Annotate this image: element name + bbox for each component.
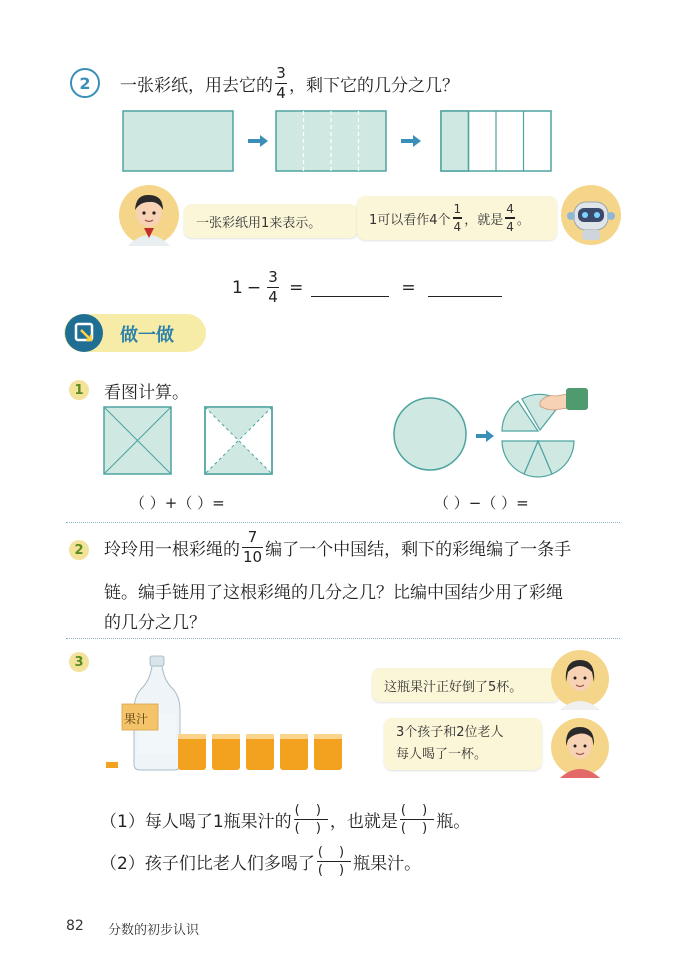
exercise-2-line-2: 链。编手链用了这根彩绳的几分之几？比编中国结少用了彩绳 [104,583,563,603]
question-1-post: 瓶。 [436,812,471,833]
blank-numerator: ( ) [317,845,351,860]
arrow-icon-1 [248,135,268,147]
fraction-numerator: 7 [247,528,258,546]
juice-drop [106,762,118,768]
chapter-title: 分数的初步认识 [108,923,200,938]
equation-equals-1: = [289,277,304,298]
exercise-2-line-1-post: 编了一个中国结，剩下的彩绳编了一条手 [265,540,572,561]
robot-speech-pre: 1可以看作4个 [369,212,451,228]
used-paper-rect [441,111,551,171]
bottle-label: 果汁 [124,712,149,726]
girl-speech-bubble-2 [384,718,542,770]
paper-division-diagram [118,108,558,174]
fraction-numerator: 1 [453,202,462,217]
hand-icon [540,388,588,410]
square-2 [205,407,272,474]
fraction-denominator: 4 [453,219,462,234]
equation [232,270,502,305]
question-2-post: 瓶果汁。 [353,854,422,875]
right-formula: （ ）−（ ）= [434,494,529,512]
fraction-denominator: 4 [268,288,278,307]
fraction-denominator: 4 [276,84,286,103]
fraction-numerator: 3 [276,64,286,82]
example-number-badge: 2 [70,68,100,98]
section-title: 做一做 [120,325,174,346]
girl-speech-bubble-1 [372,668,560,702]
answer-blank-1[interactable] [311,278,389,297]
question-text-pre: 一张彩纸，用去它的 [120,76,273,97]
fraction-denominator: 4 [506,219,514,234]
boy-speech-bubble [184,204,358,238]
question-text-post: ，剩下它的几分之几？ [289,76,459,97]
blank-fraction-3[interactable] [317,846,351,877]
boy-speech-text: 一张彩纸用1来表示。 [196,215,322,231]
exercise-2-badge: 2 [69,540,89,560]
girl-speech-text-2a: 3个孩子和2位老人 [396,725,504,740]
fraction-numerator: 4 [506,202,514,217]
robot-avatar [560,184,622,246]
fraction-bar [294,819,328,820]
exercise-3-question-1 [100,804,470,835]
juice-cup-4 [280,734,308,770]
exercise-3-question-2 [100,846,421,877]
robot-speech-mid: ，就是 [464,212,504,228]
page-number: 82 [66,918,84,934]
blank-denominator: ( ) [317,863,351,879]
divider-line-2 [66,638,620,639]
juice-cup-2 [212,734,240,770]
quartered-paper-rect [276,111,386,171]
question-2-pre: （2）孩子们比老人们多喝了 [100,854,315,875]
exercise-2-line-1-pre: 玲玲用一根彩绳的 [104,540,240,561]
whole-circle [394,398,466,470]
blank-fraction-2[interactable] [400,804,434,835]
question-1-mid: ，也就是 [329,812,398,833]
blank-numerator: ( ) [294,803,327,818]
fraction-bar [505,217,515,218]
girl-avatar-1 [550,648,610,710]
exercise-2-line-1 [104,530,571,565]
exercise-2-line-3: 的几分之几？ [104,613,206,633]
fraction-bar [400,819,434,820]
example-question [120,66,459,101]
divider-line-1 [66,522,620,523]
girl-speech-text-2b: 每人喝了一杯。 [396,747,488,762]
juice-cup-3 [246,734,274,770]
equation-minus: − [246,277,262,298]
exercise-3-badge: 3 [69,652,89,672]
blank-numerator: ( ) [400,803,434,818]
equation-equals-2: = [401,277,416,298]
fraction-numerator: 3 [268,268,278,286]
girl-speech-text-1: 这瓶果汁正好倒了5杯。 [384,679,523,695]
equation-fraction [267,270,279,305]
circle-diagram [390,384,590,484]
girl-avatar-2 [550,716,610,778]
bottle-cap [150,656,164,666]
square-1 [104,407,171,474]
juice-cup-1 [178,734,206,770]
exercise-1-badge: 1 [69,380,89,400]
arrow-icon-3 [476,430,494,442]
robot-fraction-four-fourths [505,203,515,232]
question-1-pre: （1）每人喝了1瓶果汁的 [100,812,292,833]
robot-speech-bubble [357,196,557,240]
blank-fraction-1[interactable] [294,804,328,835]
arrow-icon-2 [401,135,421,147]
equation-one: 1 [232,277,243,298]
blank-denominator: ( ) [294,821,327,837]
left-formula: （ ）+（ ）= [130,494,225,512]
fraction-bar [453,217,463,218]
question-fraction [275,66,287,101]
practice-icon [64,313,104,353]
blank-denominator: ( ) [400,821,434,837]
squares-diagram [100,404,280,478]
answer-blank-2[interactable] [428,278,502,297]
whole-paper-rect [123,111,233,171]
robot-fraction-one-fourth [453,203,463,232]
exercise-2-fraction [242,530,263,565]
robot-speech-post: 。 [516,212,530,228]
boy-avatar [118,184,180,246]
exercise-1-title: 看图计算。 [104,383,189,403]
juice-cup-5 [314,734,342,770]
fraction-denominator: 10 [243,548,263,567]
fraction-bar [317,861,351,862]
